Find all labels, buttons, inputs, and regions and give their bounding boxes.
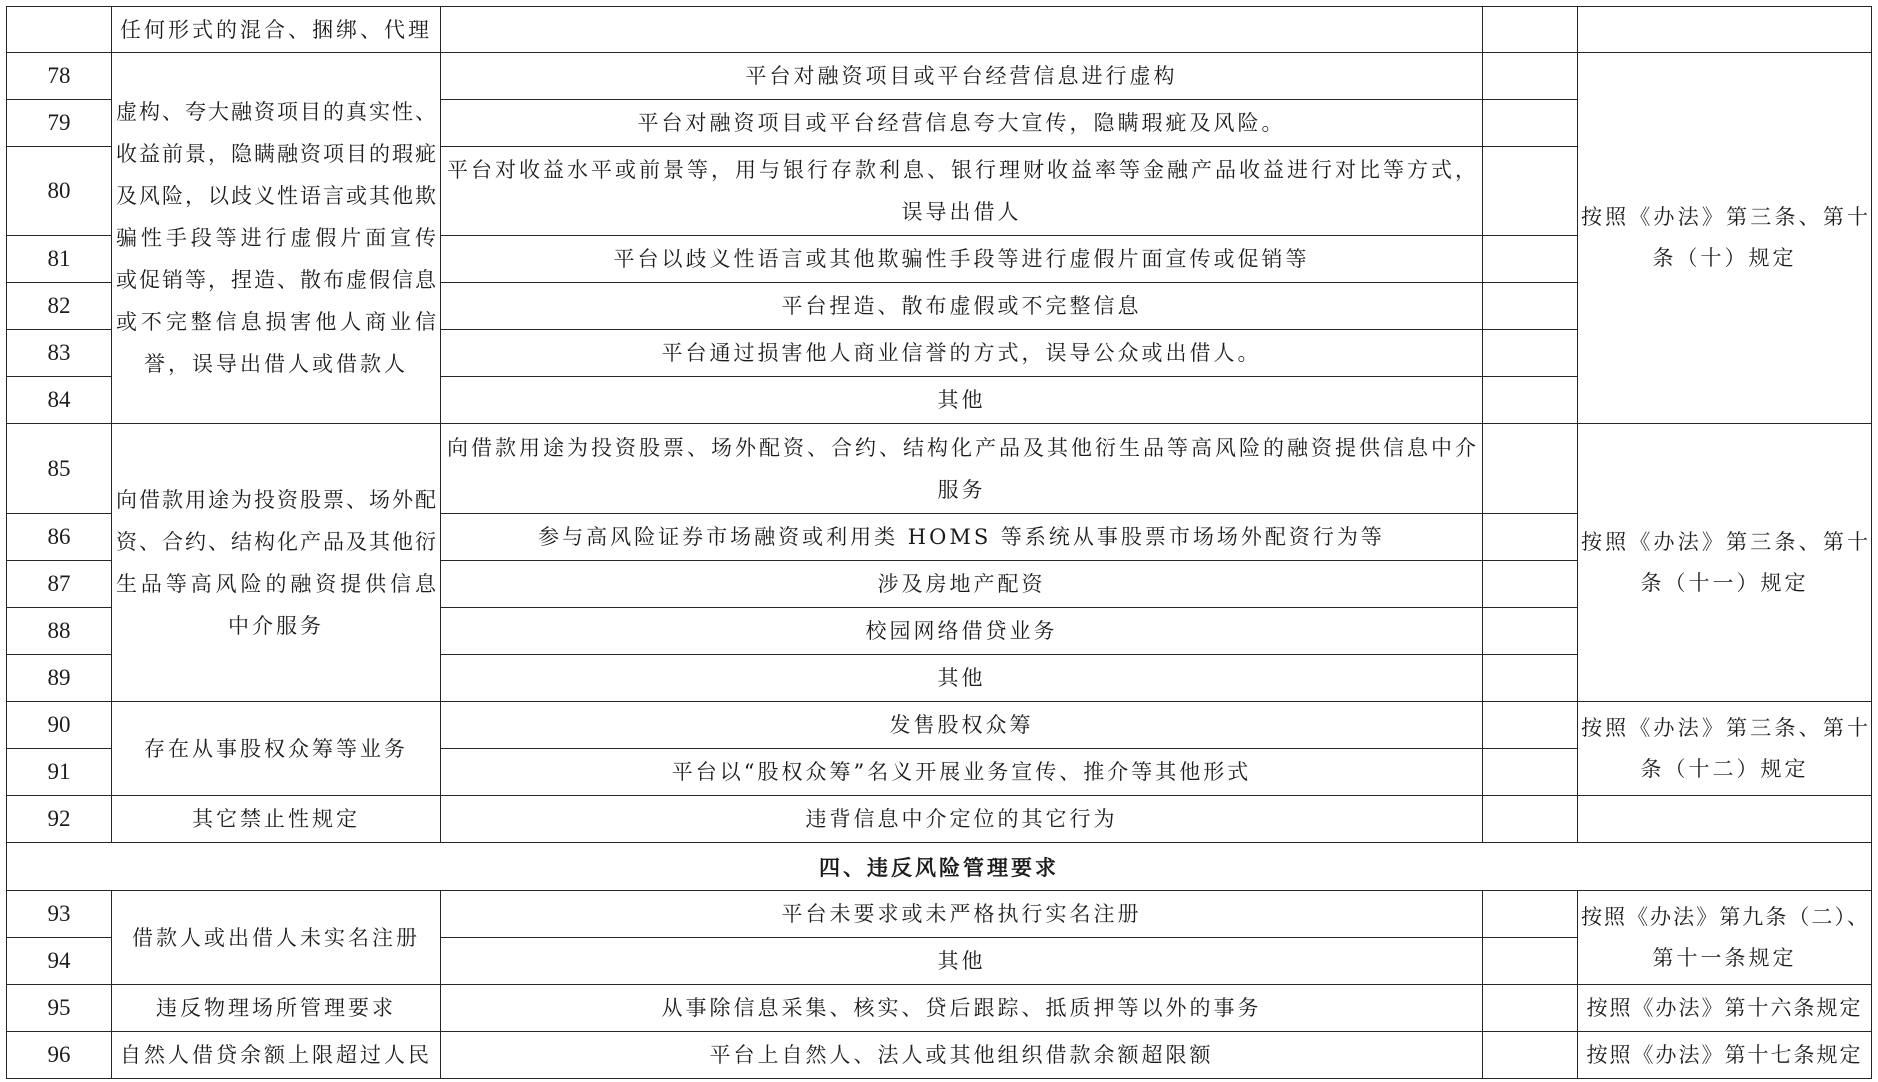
detail-cell: 平台上自然人、法人或其他组织借款余额超限额 <box>441 1032 1483 1079</box>
basis-cell: 按照《办法》第十七条规定 <box>1578 1032 1872 1079</box>
blank-cell <box>1483 236 1578 283</box>
blank-cell <box>1483 655 1578 702</box>
blank-cell <box>1483 424 1578 514</box>
category-line: 及风险，以歧义性语言或其他欺 <box>116 184 436 208</box>
detail-cell <box>441 147 1483 236</box>
detail-line: 平台对收益水平或前景等，用与银行存款利息、银行理财收益率等金融产品收益进行对比等方式， <box>447 158 1476 182</box>
basis-cell <box>1578 796 1872 843</box>
category-cell: 违反物理场所管理要求 <box>112 985 441 1032</box>
item-number: 92 <box>7 796 112 843</box>
basis-cell: 按照《办法》第十六条规定 <box>1578 985 1872 1032</box>
detail-cell: 发售股权众筹 <box>441 702 1483 749</box>
blank-cell <box>1483 7 1578 53</box>
table-row-95 <box>7 985 1872 1032</box>
detail-cell: 平台以歧义性语言或其他欺骗性手段等进行虚假片面宣传或促销等 <box>441 236 1483 283</box>
category-line: 骗性手段等进行虚假片面宣传 <box>116 226 436 250</box>
item-number: 93 <box>7 891 112 938</box>
item-number: 90 <box>7 702 112 749</box>
category-line: 誉，误导出借人或借款人 <box>144 352 408 376</box>
basis-line: 条（十一）规定 <box>1640 570 1809 595</box>
category-line: 生品等高风险的融资提供信息 <box>116 571 436 596</box>
blank-cell <box>1483 377 1578 424</box>
detail-cell: 其他 <box>441 655 1483 702</box>
blank-cell <box>1483 938 1578 985</box>
detail-cell: 平台捏造、散布虚假或不完整信息 <box>441 283 1483 330</box>
detail-cell: 其他 <box>441 377 1483 424</box>
category-cell: 借款人或出借人未实名注册 <box>112 891 441 985</box>
detail-cell <box>441 7 1483 53</box>
detail-cell: 涉及房地产配资 <box>441 561 1483 608</box>
basis-cell <box>1578 424 1872 702</box>
basis-line: 按照《办法》第三条、第十 <box>1581 529 1868 554</box>
basis-cell <box>1578 53 1872 424</box>
basis-line: 第十一条规定 <box>1652 945 1797 970</box>
compliance-checklist-table <box>6 6 1872 1079</box>
item-number: 89 <box>7 655 112 702</box>
blank-cell <box>1483 561 1578 608</box>
detail-cell: 其他 <box>441 938 1483 985</box>
basis-line: 条（十）规定 <box>1652 246 1797 270</box>
item-number: 91 <box>7 749 112 796</box>
detail-line: 误导出借人 <box>901 200 1022 224</box>
item-number <box>7 7 112 53</box>
category-cell <box>112 53 441 424</box>
detail-cell <box>441 424 1483 514</box>
category-line: 中介服务 <box>228 613 324 638</box>
item-number: 82 <box>7 283 112 330</box>
category-line: 收益前景，隐瞒融资项目的瑕疵 <box>116 142 436 166</box>
blank-cell <box>1483 891 1578 938</box>
item-number: 88 <box>7 608 112 655</box>
item-number: 95 <box>7 985 112 1032</box>
table-row-78 <box>7 53 1872 100</box>
blank-cell <box>1483 147 1578 236</box>
blank-cell <box>1483 53 1578 100</box>
detail-cell: 参与高风险证券市场融资或利用类 HOMS 等系统从事股票市场场外配资行为等 <box>441 514 1483 561</box>
blank-cell <box>1483 330 1578 377</box>
basis-cell <box>1578 891 1872 985</box>
table-row-96 <box>7 1032 1872 1079</box>
detail-cell: 平台以“股权众筹”名义开展业务宣传、推介等其他形式 <box>441 749 1483 796</box>
item-number: 79 <box>7 100 112 147</box>
basis-line: 按照《办法》第三条、第十 <box>1581 715 1868 740</box>
category-cell: 存在从事股权众筹等业务 <box>112 702 441 796</box>
basis-cell <box>1578 702 1872 796</box>
blank-cell <box>1483 1032 1578 1079</box>
detail-cell: 平台未要求或未严格执行实名注册 <box>441 891 1483 938</box>
item-number: 85 <box>7 424 112 514</box>
item-number: 86 <box>7 514 112 561</box>
blank-cell <box>1483 514 1578 561</box>
detail-cell: 校园网络借贷业务 <box>441 608 1483 655</box>
detail-cell: 平台通过损害他人商业信誉的方式，误导公众或出借人。 <box>441 330 1483 377</box>
detail-cell: 违背信息中介定位的其它行为 <box>441 796 1483 843</box>
category-line: 或促销等，捏造、散布虚假信息 <box>116 268 436 292</box>
detail-cell: 平台对融资项目或平台经营信息进行虚构 <box>441 53 1483 100</box>
detail-cell: 从事除信息采集、核实、贷后跟踪、抵质押等以外的事务 <box>441 985 1483 1032</box>
item-number: 87 <box>7 561 112 608</box>
detail-cell: 平台对融资项目或平台经营信息夸大宣传，隐瞒瑕疵及风险。 <box>441 100 1483 147</box>
item-number: 84 <box>7 377 112 424</box>
category-line: 虚构、夸大融资项目的真实性、 <box>116 100 436 124</box>
basis-cell <box>1578 7 1872 53</box>
blank-cell <box>1483 283 1578 330</box>
category-line: 向借款用途为投资股票、场外配 <box>116 487 436 512</box>
basis-line: 按照《办法》第九条（二）、 <box>1581 904 1868 929</box>
item-number: 94 <box>7 938 112 985</box>
blank-cell <box>1483 985 1578 1032</box>
table-row-93 <box>7 891 1872 938</box>
table-row-section <box>7 843 1872 891</box>
table-row-92 <box>7 796 1872 843</box>
category-line: 资、合约、结构化产品及其他衍 <box>116 529 436 554</box>
basis-line: 按照《办法》第三条、第十 <box>1581 205 1868 229</box>
detail-line: 服务 <box>937 477 986 502</box>
section-header: 四、违反风险管理要求 <box>7 843 1872 891</box>
blank-cell <box>1483 100 1578 147</box>
item-number: 80 <box>7 147 112 236</box>
category-cell <box>112 424 441 702</box>
table-body <box>7 7 1872 1079</box>
blank-cell <box>1483 796 1578 843</box>
basis-line: 条（十二）规定 <box>1640 756 1809 781</box>
table-row-85 <box>7 424 1872 514</box>
category-cell: 其它禁止性规定 <box>112 796 441 843</box>
table-row-continuation <box>7 7 1872 53</box>
category-cell: 自然人借贷余额上限超过人民 <box>112 1032 441 1079</box>
item-number: 81 <box>7 236 112 283</box>
item-number: 78 <box>7 53 112 100</box>
item-number: 96 <box>7 1032 112 1079</box>
detail-line: 向借款用途为投资股票、场外配资、合约、结构化产品及其他衍生品等高风险的融资提供信息中介 <box>447 435 1476 460</box>
blank-cell <box>1483 749 1578 796</box>
category-line: 或不完整信息损害他人商业信 <box>116 310 436 334</box>
item-number: 83 <box>7 330 112 377</box>
category-cell: 任何形式的混合、捆绑、代理 <box>112 7 441 53</box>
table-row-90 <box>7 702 1872 749</box>
blank-cell <box>1483 608 1578 655</box>
blank-cell <box>1483 702 1578 749</box>
